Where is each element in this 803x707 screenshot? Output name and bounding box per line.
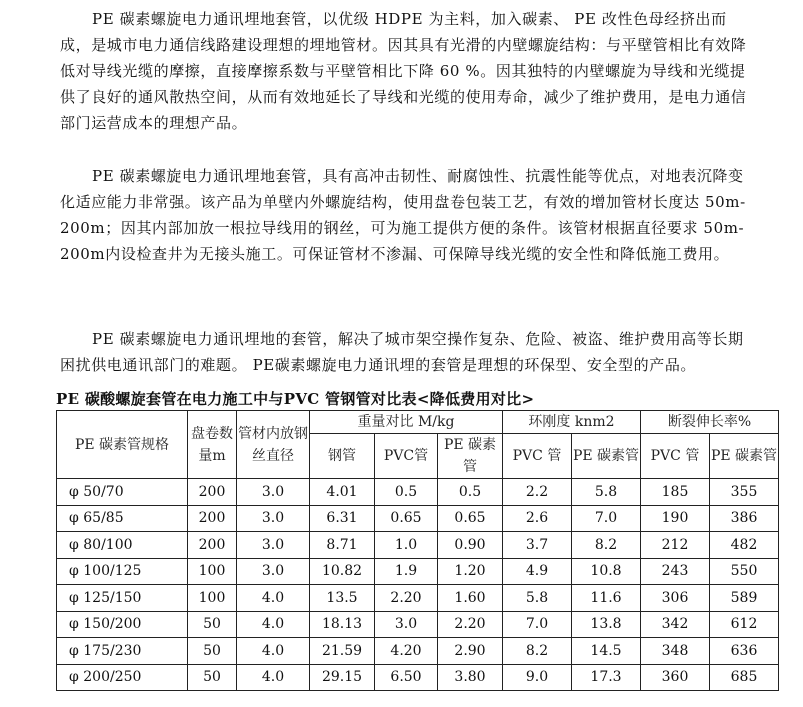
cell-pvc-elongation: 348 [641,638,710,665]
header-elongation: 断裂伸长率% [641,411,779,434]
paragraph-benefits: PE 碳素螺旋电力通讯埋地的套管，解决了城市架空操作复杂、危险、被盗、维护费用高等长期困扰供电通讯部门的难题。 PE碳素螺旋电力通讯埋的套管是理想的环保型、安全型的产品。 [60,330,744,374]
header-weight: 重量对比 M/kg [310,411,503,434]
comparison-table [56,410,779,691]
cell-spec: φ 175/230 [57,638,188,665]
cell-pe-elongation: 589 [710,585,779,612]
cell-pe-stiffness: 7.0 [572,505,641,532]
cell-coil: 50 [188,611,237,638]
cell-pe-elongation: 550 [710,558,779,585]
header-pvc-elongation: PVC 管 [641,434,710,479]
table-row [57,611,779,638]
table-row [57,505,779,532]
table-row [57,585,779,612]
cell-wire: 3.0 [237,558,310,585]
cell-pvc-weight: 1.9 [375,558,438,585]
cell-pe-stiffness: 5.8 [572,479,641,506]
cell-wire: 3.0 [237,532,310,559]
table-row [57,479,779,506]
cell-pe-stiffness: 13.8 [572,611,641,638]
cell-steel-weight: 4.01 [310,479,375,506]
header-wire: 管材内放钢丝直径 [237,411,310,479]
cell-pe-weight: 1.60 [438,585,503,612]
cell-spec: φ 65/85 [57,505,188,532]
cell-pvc-stiffness: 8.2 [503,638,572,665]
cell-pvc-elongation: 342 [641,611,710,638]
cell-pe-stiffness: 17.3 [572,664,641,691]
cell-pvc-stiffness: 2.6 [503,505,572,532]
cell-coil: 200 [188,479,237,506]
cell-pe-elongation: 612 [710,611,779,638]
cell-steel-weight: 10.82 [310,558,375,585]
header-pe-elongation: PE 碳素管 [710,434,779,479]
cell-steel-weight: 6.31 [310,505,375,532]
cell-pvc-stiffness: 7.0 [503,611,572,638]
table-row [57,558,779,585]
header-pe-stiffness: PE 碳素管 [572,434,641,479]
cell-pe-stiffness: 14.5 [572,638,641,665]
cell-coil: 50 [188,638,237,665]
cell-pvc-elongation: 212 [641,532,710,559]
cell-wire: 3.0 [237,505,310,532]
cell-pe-weight: 1.20 [438,558,503,585]
cell-pvc-elongation: 306 [641,585,710,612]
cell-pvc-weight: 0.65 [375,505,438,532]
cell-steel-weight: 29.15 [310,664,375,691]
cell-pvc-elongation: 185 [641,479,710,506]
cell-spec: φ 200/250 [57,664,188,691]
cell-pe-elongation: 636 [710,638,779,665]
cell-wire: 4.0 [237,585,310,612]
cell-pe-stiffness: 11.6 [572,585,641,612]
cell-pvc-weight: 1.0 [375,532,438,559]
table-body [57,479,779,691]
cell-wire: 3.0 [237,479,310,506]
cell-pvc-stiffness: 9.0 [503,664,572,691]
header-steel: 钢管 [310,434,375,479]
cell-spec: φ 150/200 [57,611,188,638]
cell-coil: 100 [188,558,237,585]
header-spec: PE 碳素管规格 [57,411,188,479]
cell-pvc-stiffness: 5.8 [503,585,572,612]
table-row [57,638,779,665]
cell-pe-elongation: 482 [710,532,779,559]
table-row [57,532,779,559]
cell-pe-weight: 2.90 [438,638,503,665]
cell-pe-weight: 0.90 [438,532,503,559]
header-pvc-weight: PVC管 [375,434,438,479]
cell-pvc-elongation: 243 [641,558,710,585]
cell-pe-weight: 2.20 [438,611,503,638]
cell-spec: φ 80/100 [57,532,188,559]
cell-steel-weight: 8.71 [310,532,375,559]
cell-wire: 4.0 [237,638,310,665]
cell-pvc-weight: 3.0 [375,611,438,638]
cell-pe-weight: 3.80 [438,664,503,691]
cell-steel-weight: 18.13 [310,611,375,638]
header-pvc-stiffness: PVC 管 [503,434,572,479]
cell-pvc-weight: 2.20 [375,585,438,612]
cell-pe-weight: 0.65 [438,505,503,532]
cell-pvc-stiffness: 4.9 [503,558,572,585]
cell-wire: 4.0 [237,611,310,638]
cell-pvc-weight: 6.50 [375,664,438,691]
table-title: PE 碳酸螺旋套管在电力施工中与PVC 管钢管对比表<降低费用对比> [56,390,535,408]
cell-pvc-stiffness: 2.2 [503,479,572,506]
cell-pe-stiffness: 8.2 [572,532,641,559]
cell-pvc-stiffness: 3.7 [503,532,572,559]
cell-pvc-elongation: 190 [641,505,710,532]
header-coil: 盘卷数量m [188,411,237,479]
cell-coil: 200 [188,532,237,559]
cell-coil: 50 [188,664,237,691]
cell-coil: 100 [188,585,237,612]
cell-pe-elongation: 685 [710,664,779,691]
cell-pvc-weight: 4.20 [375,638,438,665]
cell-pvc-weight: 0.5 [375,479,438,506]
cell-pe-weight: 0.5 [438,479,503,506]
cell-spec: φ 100/125 [57,558,188,585]
cell-pvc-elongation: 360 [641,664,710,691]
paragraph-intro: PE 碳素螺旋电力通讯埋地套管，以优级 HDPE 为主料，加入碳素、 PE 改性色母经挤出而成，是城市电力通信线路建设理想的埋地管材。因其具有光滑的内壁螺旋结构：与平壁管相比有效降低对导线光缆的摩擦，直接摩擦系数与平壁管相比下降 60 %。因其独特的内壁螺旋为导线和光缆提供了良好的通风散热空间，从而有效地延长了导线和光缆的使用寿命，减少了维护费用，是电力通信部门运营成本的理想产品。 [60,10,747,132]
cell-pe-elongation: 386 [710,505,779,532]
cell-coil: 200 [188,505,237,532]
table-row [57,664,779,691]
header-stiffness: 环刚度 knm2 [503,411,641,434]
cell-steel-weight: 21.59 [310,638,375,665]
cell-spec: φ 50/70 [57,479,188,506]
header-pe-weight: PE 碳素管 [438,434,503,479]
cell-pe-elongation: 355 [710,479,779,506]
paragraph-features: PE 碳素螺旋电力通讯埋地套管，具有高冲击韧性、耐腐蚀性、抗震性能等优点，对地表沉降变化适应能力非常强。该产品为单壁内外螺旋结构，使用盘卷包装工艺，有效的增加管材长度达 50m-200m；因其内部加放一根拉导线用的钢丝，可为施工提供方便的条件。该管材根据直径要求 50m-200m内设检查井为无接头施工。可保证管材不渗漏、可保障导线光缆的安全性和降低施工费用。 [60,167,746,263]
cell-pe-stiffness: 10.8 [572,558,641,585]
cell-steel-weight: 13.5 [310,585,375,612]
cell-wire: 4.0 [237,664,310,691]
cell-spec: φ 125/150 [57,585,188,612]
